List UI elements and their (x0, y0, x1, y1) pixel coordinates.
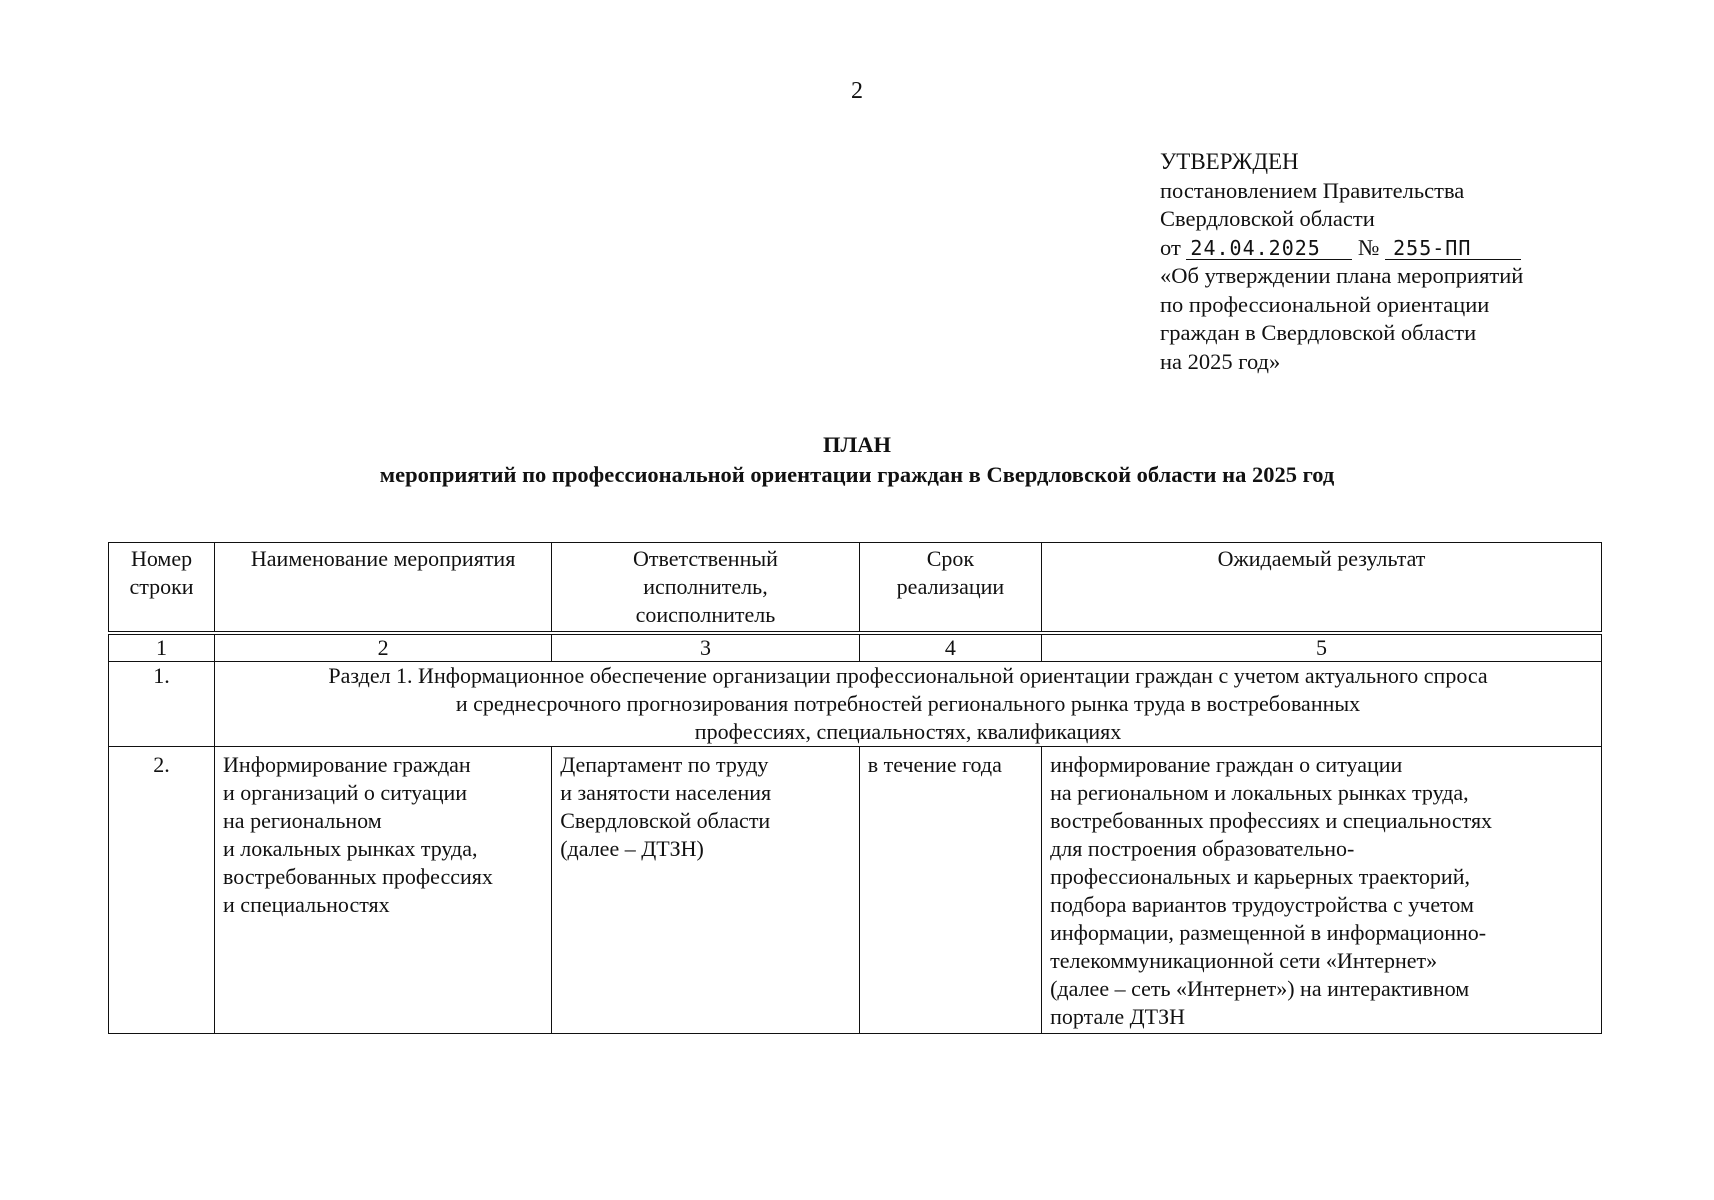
approval-number: 255-ПП (1385, 237, 1521, 260)
column-number-row (109, 635, 1602, 662)
header-cell-term: Срок реализации (859, 543, 1041, 632)
section-title: Раздел 1. Информационное обеспечение организации профессиональной ориентации граждан с учетом актуального спроса и среднесрочного прогнозирования потребностей регионального рынка труда в востребованных профессиях, специальностях, квалификациях (215, 662, 1602, 747)
approval-quote-line: граждан в Свердловской области (1160, 320, 1477, 345)
approval-date-line (1160, 234, 1523, 263)
date-prefix: от (1160, 234, 1181, 260)
row-number: 2. (109, 747, 215, 1034)
header-cell-number: Номер строки (109, 543, 215, 632)
row-result: информирование граждан о ситуации на региональном и локальных рынках труда, востребованных профессиях и специальностях для построения образовательно- профессиональных и карьерных траекторий, подбора вариантов трудоустройства с учетом информации, размещенной в информационно- телекоммуникационной сети «Интернет» (далее – сеть «Интернет») на интерактивном портале ДТЗН (1042, 747, 1602, 1034)
row-event: Информирование граждан и организаций о ситуации на региональном и локальных рынках труда, востребованных профессиях и специальностях (215, 747, 552, 1034)
row-term: в течение года (859, 747, 1041, 1034)
approval-date: 24.04.2025 (1186, 237, 1352, 260)
column-number: 5 (1042, 635, 1602, 662)
row-executor: Департамент по труду и занятости населения Свердловской области (далее – ДТЗН) (552, 747, 860, 1034)
approval-heading: УТВЕРЖДЕН (1160, 149, 1299, 174)
approval-line: Свердловской области (1160, 206, 1375, 231)
approval-stamp-block (1160, 148, 1523, 376)
section-row (109, 662, 1602, 747)
header-cell-result: Ожидаемый результат (1042, 543, 1602, 632)
document-title (0, 430, 1714, 490)
title-sub: мероприятий по профессиональной ориентации граждан в Свердловской области на 2025 год (379, 462, 1335, 487)
header-cell-executor: Ответственный исполнитель, соисполнитель (552, 543, 860, 632)
column-number: 3 (552, 635, 860, 662)
page-number: 2 (851, 78, 863, 104)
column-number: 2 (215, 635, 552, 662)
approval-quote-line: по профессиональной ориентации (1160, 291, 1490, 317)
column-number: 4 (859, 635, 1041, 662)
approval-line: постановлением Правительства (1160, 177, 1465, 203)
plan-table (108, 542, 1602, 1034)
approval-quote-line: на 2025 год» (1160, 348, 1281, 374)
title-main: ПЛАН (822, 432, 892, 457)
table-row (109, 747, 1602, 1034)
table-header-row (109, 543, 1602, 632)
header-cell-event: Наименование мероприятия (215, 543, 552, 632)
column-number: 1 (109, 635, 215, 662)
number-sign: № (1358, 234, 1380, 260)
approval-quote-line: «Об утверждении плана мероприятий (1160, 263, 1524, 288)
section-number: 1. (109, 662, 215, 747)
